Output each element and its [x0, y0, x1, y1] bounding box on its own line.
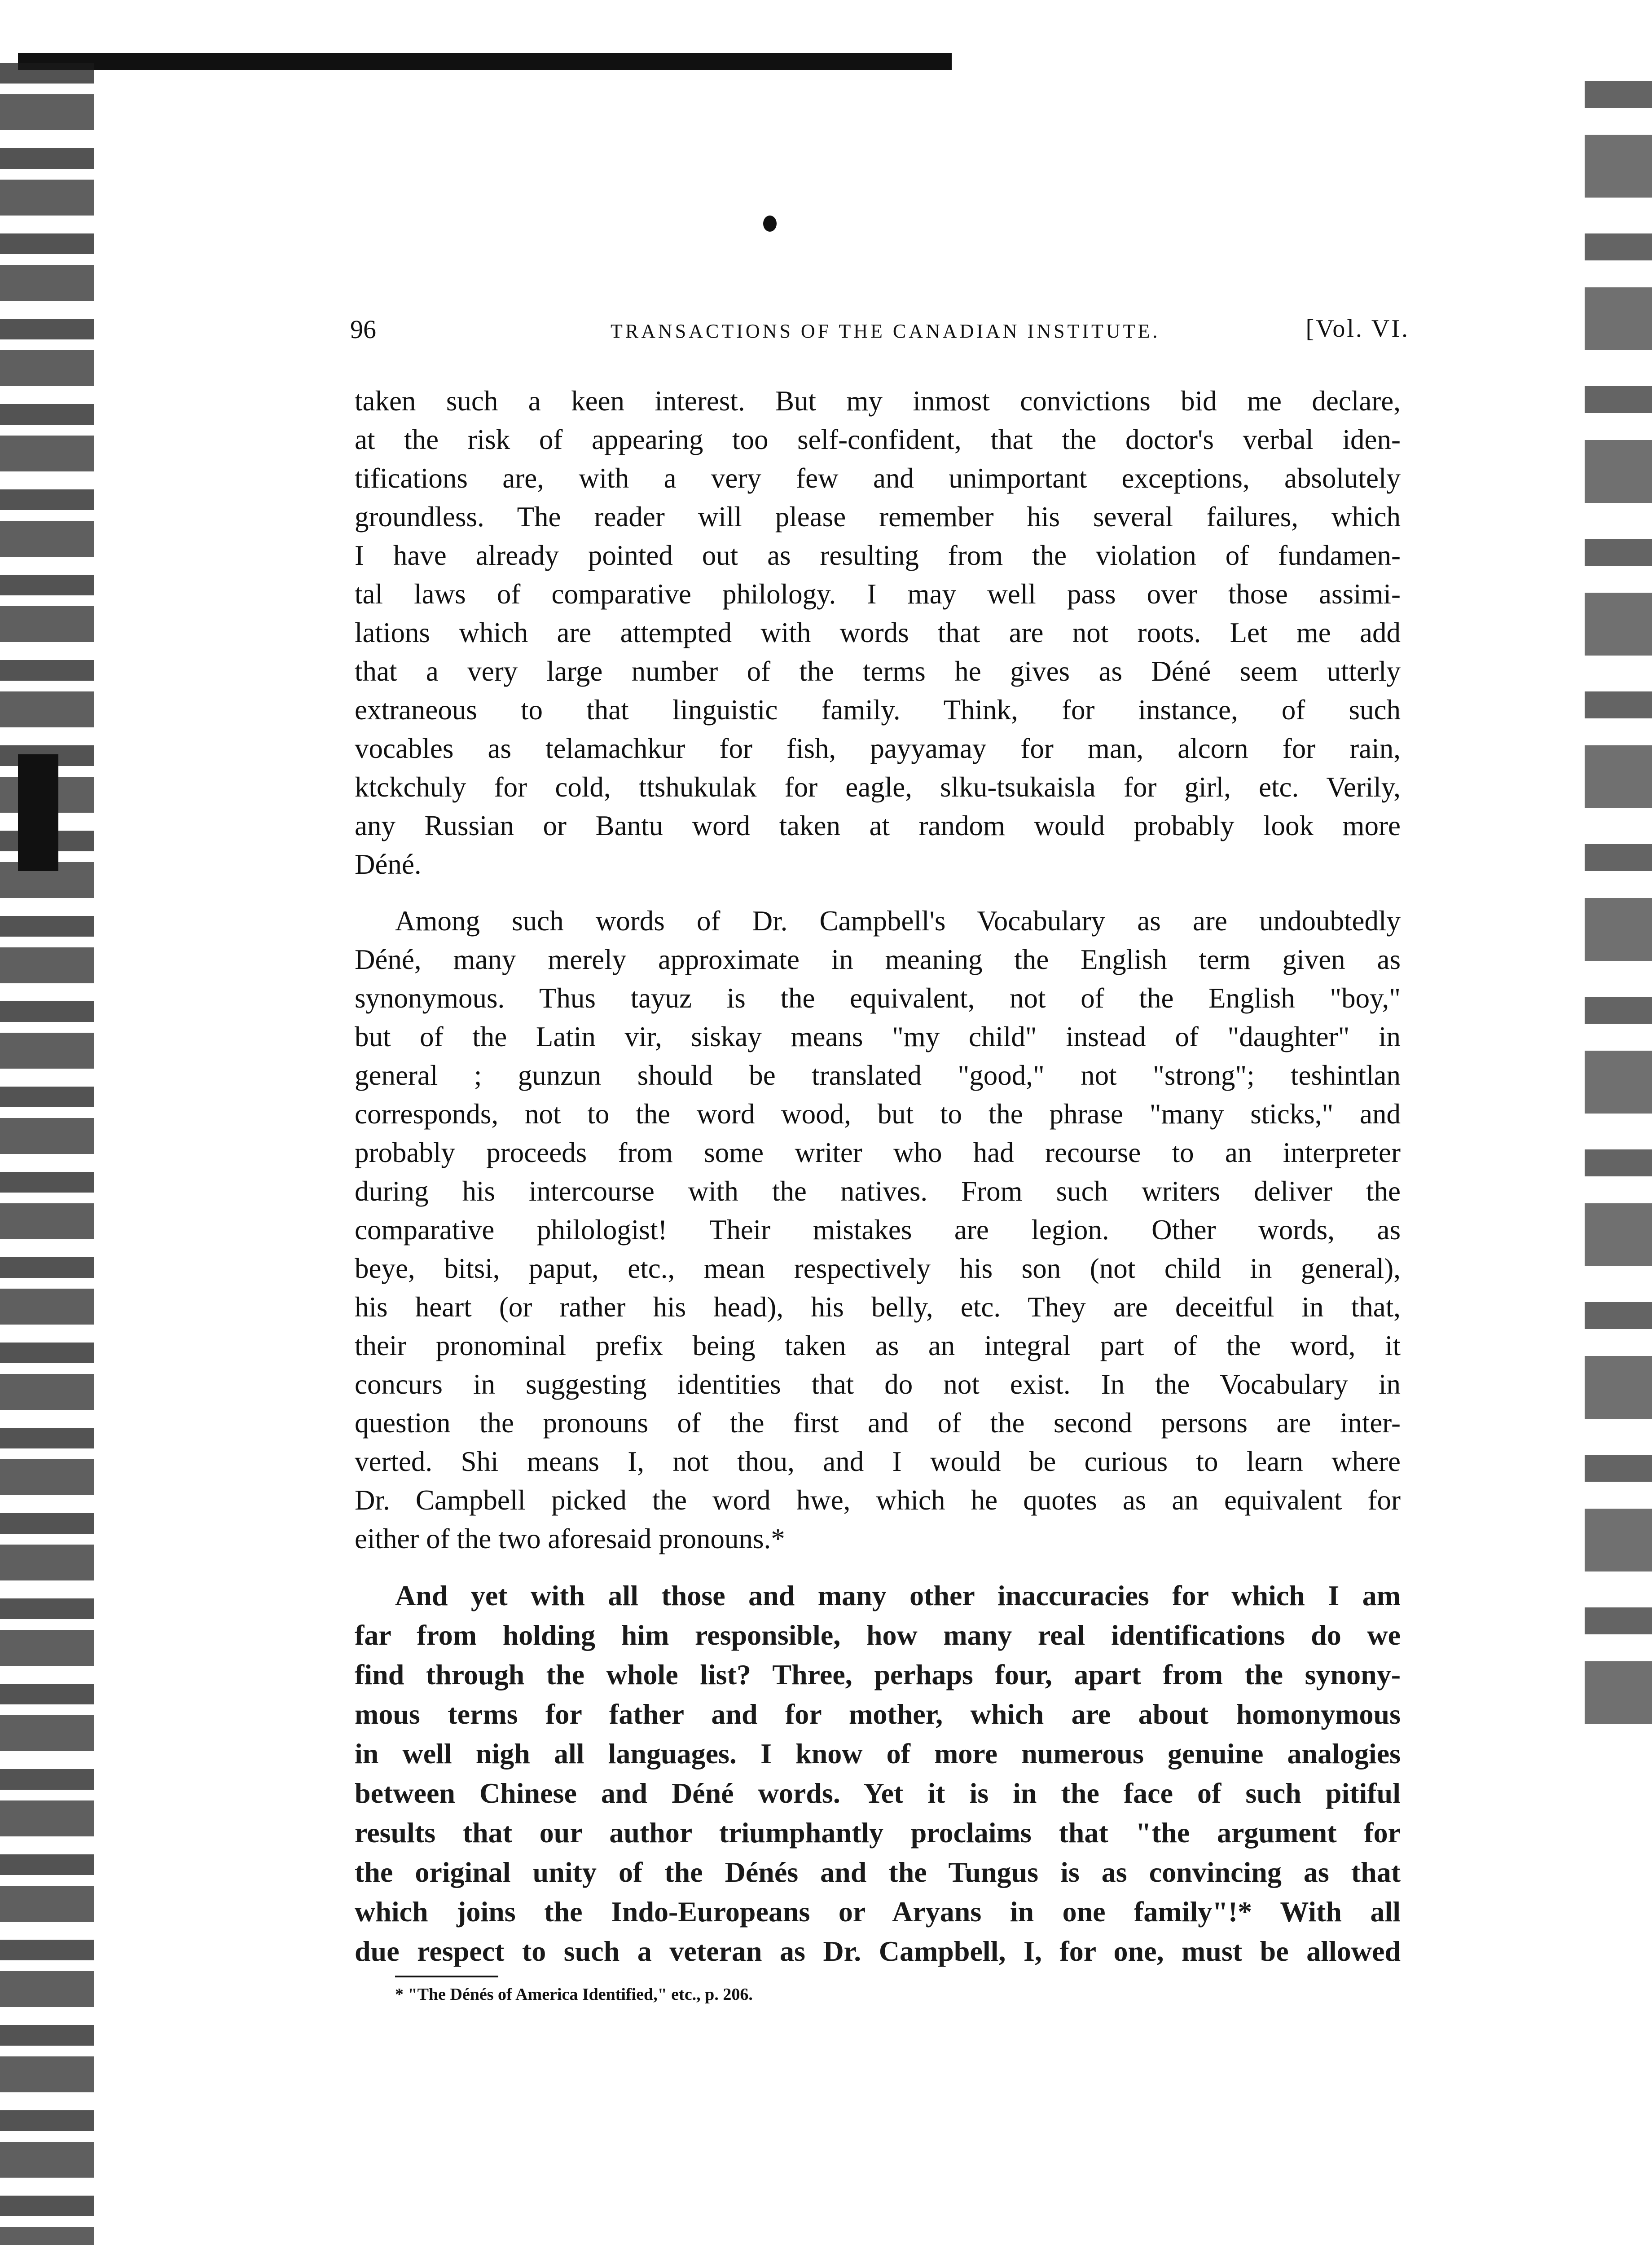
text-line: their pronominal prefix being taken as an integral part of the word, it	[355, 1330, 1401, 1361]
text-line: his heart (or rather his head), his belly, etc. They are deceitful in that,	[355, 1291, 1401, 1323]
text-line: probably proceeds from some writer who had recourse to an interpreter	[355, 1137, 1401, 1168]
text-line: the original unity of the Dénés and the Tungus is as convincing as that	[355, 1856, 1401, 1888]
text-line: at the risk of appearing too self-confident, that the doctor's verbal iden-	[355, 424, 1401, 455]
scan-left-dark-mark	[18, 754, 58, 871]
text-line: results that our author triumphantly proclaims that "the argument for	[355, 1817, 1401, 1849]
text-line: comparative philologist! Their mistakes are legion. Other words, as	[355, 1214, 1401, 1246]
text-line: between Chinese and Déné words. Yet it is in the face of such pitiful	[355, 1777, 1401, 1809]
text-line: which joins the Indo-Europeans or Aryans in one family"!* With all	[355, 1896, 1401, 1928]
text-line: far from holding him responsible, how many real identifications do we	[355, 1619, 1401, 1651]
page-header	[350, 314, 1410, 364]
text-line: find through the whole list? Three, perhaps four, apart from the synony-	[355, 1659, 1401, 1690]
text-line: And yet with all those and many other inaccuracies for which I am	[395, 1580, 1401, 1611]
text-line: during his intercourse with the natives. From such writers deliver the	[355, 1175, 1401, 1207]
text-line: that a very large number of the terms he gives as Déné seem utterly	[355, 656, 1401, 687]
text-line: due respect to such a veteran as Dr. Campbell, I, for one, must be allowed	[355, 1935, 1401, 1967]
paragraph-3	[355, 1576, 1401, 1971]
scan-top-rule	[18, 53, 952, 70]
text-line: lations which are attempted with words that are not roots. Let me add	[355, 617, 1401, 648]
text-line: ktckchuly for cold, ttshukulak for eagle, slku-tsukaisla for girl, etc. Verily,	[355, 771, 1401, 803]
text-line: beye, bitsi, paput, etc., mean respectively his son (not child in general),	[355, 1253, 1401, 1284]
text-line: Déné.	[355, 849, 422, 880]
text-line: Déné, many merely approximate in meaning the English term given as	[355, 944, 1401, 975]
text-line: groundless. The reader will please remember his several failures, which	[355, 501, 1401, 533]
text-line: either of the two aforesaid pronouns.*	[355, 1523, 785, 1554]
paragraph-gap	[355, 1558, 1401, 1576]
text-line: Among such words of Dr. Campbell's Vocabulary as are undoubtedly	[395, 905, 1401, 937]
text-line: verted. Shi means I, not thou, and I would be curious to learn where	[355, 1446, 1401, 1477]
scan-left-edge-artifact	[0, 63, 94, 2245]
text-line: vocables as telamachkur for fish, payyamay for man, alcorn for rain,	[355, 733, 1401, 764]
volume-label: [Vol. VI.	[1305, 315, 1410, 343]
text-line: question the pronouns of the first and of the second persons are inter-	[355, 1407, 1401, 1439]
text-line: tal laws of comparative philology. I may well pass over those assimi-	[355, 578, 1401, 610]
text-line: mous terms for father and for mother, which are about homonymous	[355, 1698, 1401, 1730]
body-text	[355, 382, 1401, 1971]
text-line: tifications are, with a very few and unimportant exceptions, absolutely	[355, 462, 1401, 494]
scan-ink-dot	[763, 216, 777, 232]
footnote: * "The Dénés of America Identified," etc., p. 206.	[395, 1985, 753, 2004]
text-line: concurs in suggesting identities that do not exist. In the Vocabulary in	[355, 1369, 1401, 1400]
text-line: corresponds, not to the word wood, but to the phrase "many sticks," and	[355, 1098, 1401, 1130]
text-line: synonymous. Thus tayuz is the equivalent, not of the English "boy,"	[355, 982, 1401, 1014]
paragraph-2	[355, 902, 1401, 1558]
text-line: in well nigh all languages. I know of more numerous genuine analogies	[355, 1738, 1401, 1770]
scan-right-edge-artifact	[1585, 81, 1652, 1742]
paragraph-1	[355, 382, 1401, 884]
running-head: TRANSACTIONS OF THE CANADIAN INSTITUTE.	[611, 320, 1160, 342]
page-number: 96	[350, 315, 376, 344]
footnote-rule	[395, 1976, 498, 1977]
text-line: I have already pointed out as resulting from the violation of fundamen-	[355, 540, 1401, 571]
text-line: extraneous to that linguistic family. Think, for instance, of such	[355, 694, 1401, 726]
text-line: but of the Latin vir, siskay means "my child" instead of "daughter" in	[355, 1021, 1401, 1052]
text-line: general ; gunzun should be translated "good," not "strong"; teshintlan	[355, 1060, 1401, 1091]
text-line: Dr. Campbell picked the word hwe, which he quotes as an equivalent for	[355, 1484, 1401, 1516]
paragraph-gap	[355, 884, 1401, 902]
text-line: taken such a keen interest. But my inmost convictions bid me declare,	[355, 385, 1401, 417]
text-line: any Russian or Bantu word taken at random would probably look more	[355, 810, 1401, 841]
